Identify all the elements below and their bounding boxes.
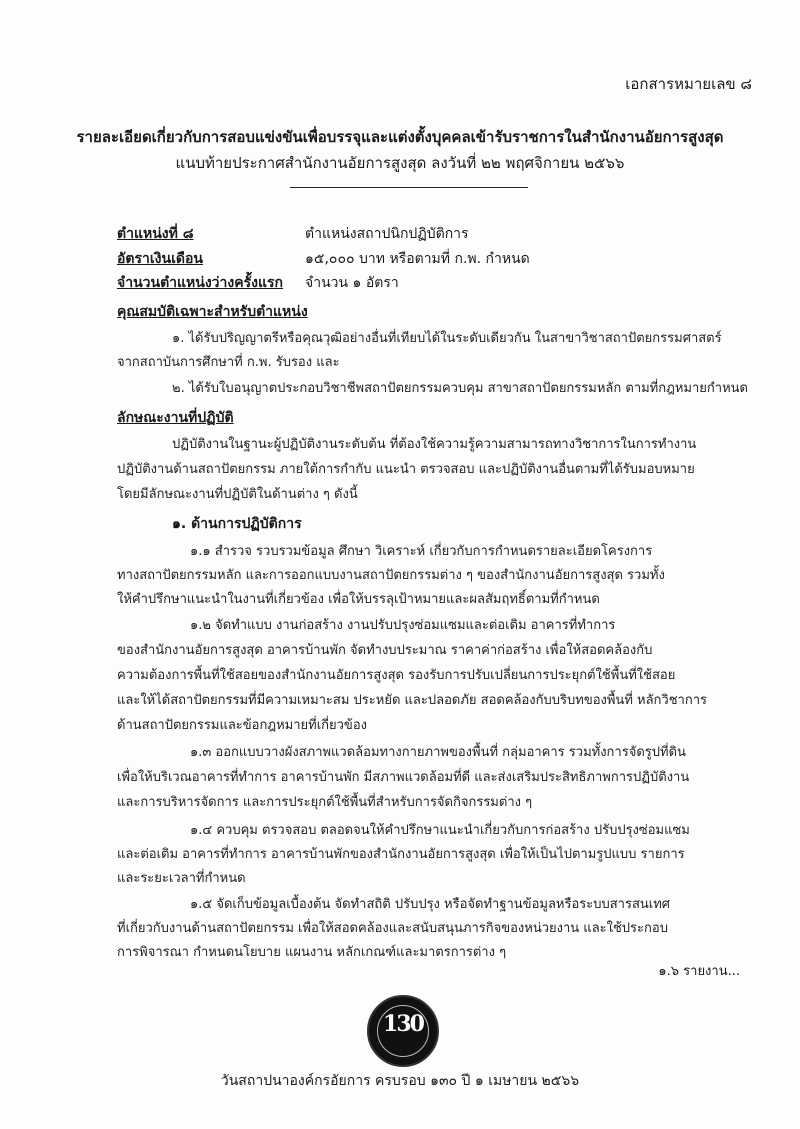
para-1-5-line2: ที่เกี่ยวกับงานด้านสถาปัตยกรรม เพื่อให้สอดคล้องและสนับสนุนภารกิจของหน่วยงาน และใช้ประกอบ — [117, 921, 668, 936]
para-1-3-line2: เพื่อให้บริเวณอาคารที่ทำการ อาคารบ้านพัก มีสภาพแวดล้อมที่ดี และส่งเสริมประสิทธิภาพการปฏิบัติงาน — [117, 770, 690, 785]
para-1-2-line3: ความต้องการพื้นที่ใช้สอยของสำนักงานอัยการสูงสุด รองรับการปรับเปลี่ยนการประยุกต์ใช้พื้นที่ใช้สอย — [117, 668, 676, 683]
para-1-3-line1: ๑.๓ ออกแบบวางผังสภาพแวดล้อมทางกายภาพของพื้นที่ กลุ่มอาคาร รวมทั้งการจัดรูปที่ดิน — [190, 745, 686, 760]
para-1-5-line1: ๑.๕ จัดเก็บข้อมูลเบื้องต้น จัดทำสถิติ ปรับปรุง หรือจัดทำฐานข้อมูลหรือระบบสารสนเทศ — [190, 897, 671, 912]
vacancy-label: จำนวนตำแหน่งว่างครั้งแรก — [117, 275, 283, 291]
para-1-1-line1: ๑.๑ สำรวจ รวบรวมข้อมูล ศึกษา วิเคราะห์ เกี่ยวกับการกำหนดรายละเอียดโครงการ — [190, 544, 653, 559]
qualification-2: ๒. ได้รับใบอนุญาตประกอบวิชาชีพสถาปัตยกรรมควบคุม สาขาสถาปัตยกรรมหลัก ตามที่กฎหมายกำหนด — [172, 381, 748, 396]
para-1-1-line3: ให้คำปรึกษาแนะนำในงานที่เกี่ยวข้อง เพื่อให้บรรลุเป้าหมายและผลสัมฤทธิ์ตามที่กำหนด — [117, 592, 600, 607]
vacancy-value: จำนวน ๑ อัตรา — [305, 275, 399, 291]
para-1-4-line2: และต่อเติม อาคารที่ทำการ อาคารบ้านพักของสำนักงานอัยการสูงสุด เพื่อให้เป็นไปตามรูปแบบ รายการ — [117, 847, 685, 862]
qualifications-heading: คุณสมบัติเฉพาะสำหรับตำแหน่ง — [117, 304, 308, 320]
para-1-2-line5: ด้านสถาปัตยกรรมและข้อกฎหมายที่เกี่ยวข้อง — [117, 718, 367, 733]
para-1-3-line3: และการบริหารจัดการ และการประยุกต์ใช้พื้นที่สำหรับการจัดกิจกรรมต่าง ๆ — [117, 795, 533, 810]
job-intro-line3: โดยมีลักษณะงานที่ปฏิบัติในด้านต่าง ๆ ดังนี้ — [117, 487, 358, 502]
salary-label: อัตราเงินเดือน — [117, 251, 203, 267]
footer-anniversary-text: วันสถาปนาองค์กรอัยการ ครบรอบ ๑๓๐ ปี ๑ เมษายน ๒๕๖๖ — [220, 1073, 580, 1089]
title-divider — [290, 187, 528, 188]
document-subtitle: แนบท้ายประกาศสำนักงานอัยการสูงสุด ลงวันที่ ๒๒ พฤศจิกายน ๒๕๖๖ — [175, 154, 625, 172]
para-1-4-line1: ๑.๔ ควบคุม ตรวจสอบ ตลอดจนให้คำปรึกษาแนะนำเกี่ยวกับการก่อสร้าง ปรับปรุงซ่อมแซม — [190, 823, 690, 838]
qualification-1-line2: จากสถาบันการศึกษาที่ ก.พ. รับรอง และ — [117, 355, 340, 370]
operations-subheading: ๑. ด้านการปฏิบัติการ — [172, 516, 302, 532]
para-1-2-line4: และให้ได้สถาปัตยกรรมที่มีความเหมาะสม ประหยัด และปลอดภัย สอดคล้องกับบริบทของพื้นที่ หลักวิชาการ — [117, 693, 708, 708]
anniversary-seal-icon — [367, 995, 439, 1067]
job-intro-line1: ปฏิบัติงานในฐานะผู้ปฏิบัติงานระดับต้น ที่ต้องใช้ความรู้ความสามารถทางวิชาการในการทำงาน — [172, 437, 697, 452]
para-1-2-line1: ๑.๒ จัดทำแบบ งานก่อสร้าง งานปรับปรุงซ่อมแซมและต่อเติม อาคารที่ทำการ — [190, 618, 616, 633]
para-1-4-line3: และระยะเวลาที่กำหนด — [117, 871, 246, 886]
continued-marker: ๑.๖ รายงาน... — [658, 964, 740, 979]
document-number: เอกสารหมายเลข ๘ — [625, 75, 752, 93]
para-1-5-line3: การพิจารณา กำหนดนโยบาย แผนงาน หลักเกณฑ์และมาตรการต่าง ๆ — [117, 945, 507, 960]
seal-number: 130 — [383, 1011, 423, 1037]
salary-value: ๑๕,๐๐๐ บาท หรือตามที่ ก.พ. กำหนด — [305, 251, 530, 267]
job-nature-heading: ลักษณะงานที่ปฏิบัติ — [117, 410, 234, 426]
job-intro-line2: ปฏิบัติงานด้านสถาปัตยกรรม ภายใต้การกำกับ แนะนำ ตรวจสอบ และปฏิบัติงานอื่นตามที่ได้รับมอบหมาย — [117, 462, 695, 477]
para-1-1-line2: ทางสถาปัตยกรรมหลัก และการออกแบบงานสถาปัตยกรรมต่าง ๆ ของสำนักงานอัยการสูงสุด รวมทั้ง — [117, 568, 665, 583]
position-value: ตำแหน่งสถาปนิกปฏิบัติการ — [305, 226, 469, 242]
position-label: ตำแหน่งที่ ๘ — [117, 226, 194, 242]
para-1-2-line2: ของสำนักงานอัยการสูงสุด อาคารบ้านพัก จัดทำงบประมาณ ราคาค่าก่อสร้าง เพื่อให้สอดคล้องกับ — [117, 643, 653, 658]
qualification-1-line1: ๑. ได้รับปริญญาตรีหรือคุณวุฒิอย่างอื่นที่เทียบได้ในระดับเดียวกัน ในสาขาวิชาสถาปัตยกรรมศาสตร์ — [172, 331, 722, 346]
document-title: รายละเอียดเกี่ยวกับการสอบแข่งขันเพื่อบรรจุและแต่งตั้งบุคคลเข้ารับราชการในสำนักงานอัยการสูงสุด — [76, 128, 724, 146]
